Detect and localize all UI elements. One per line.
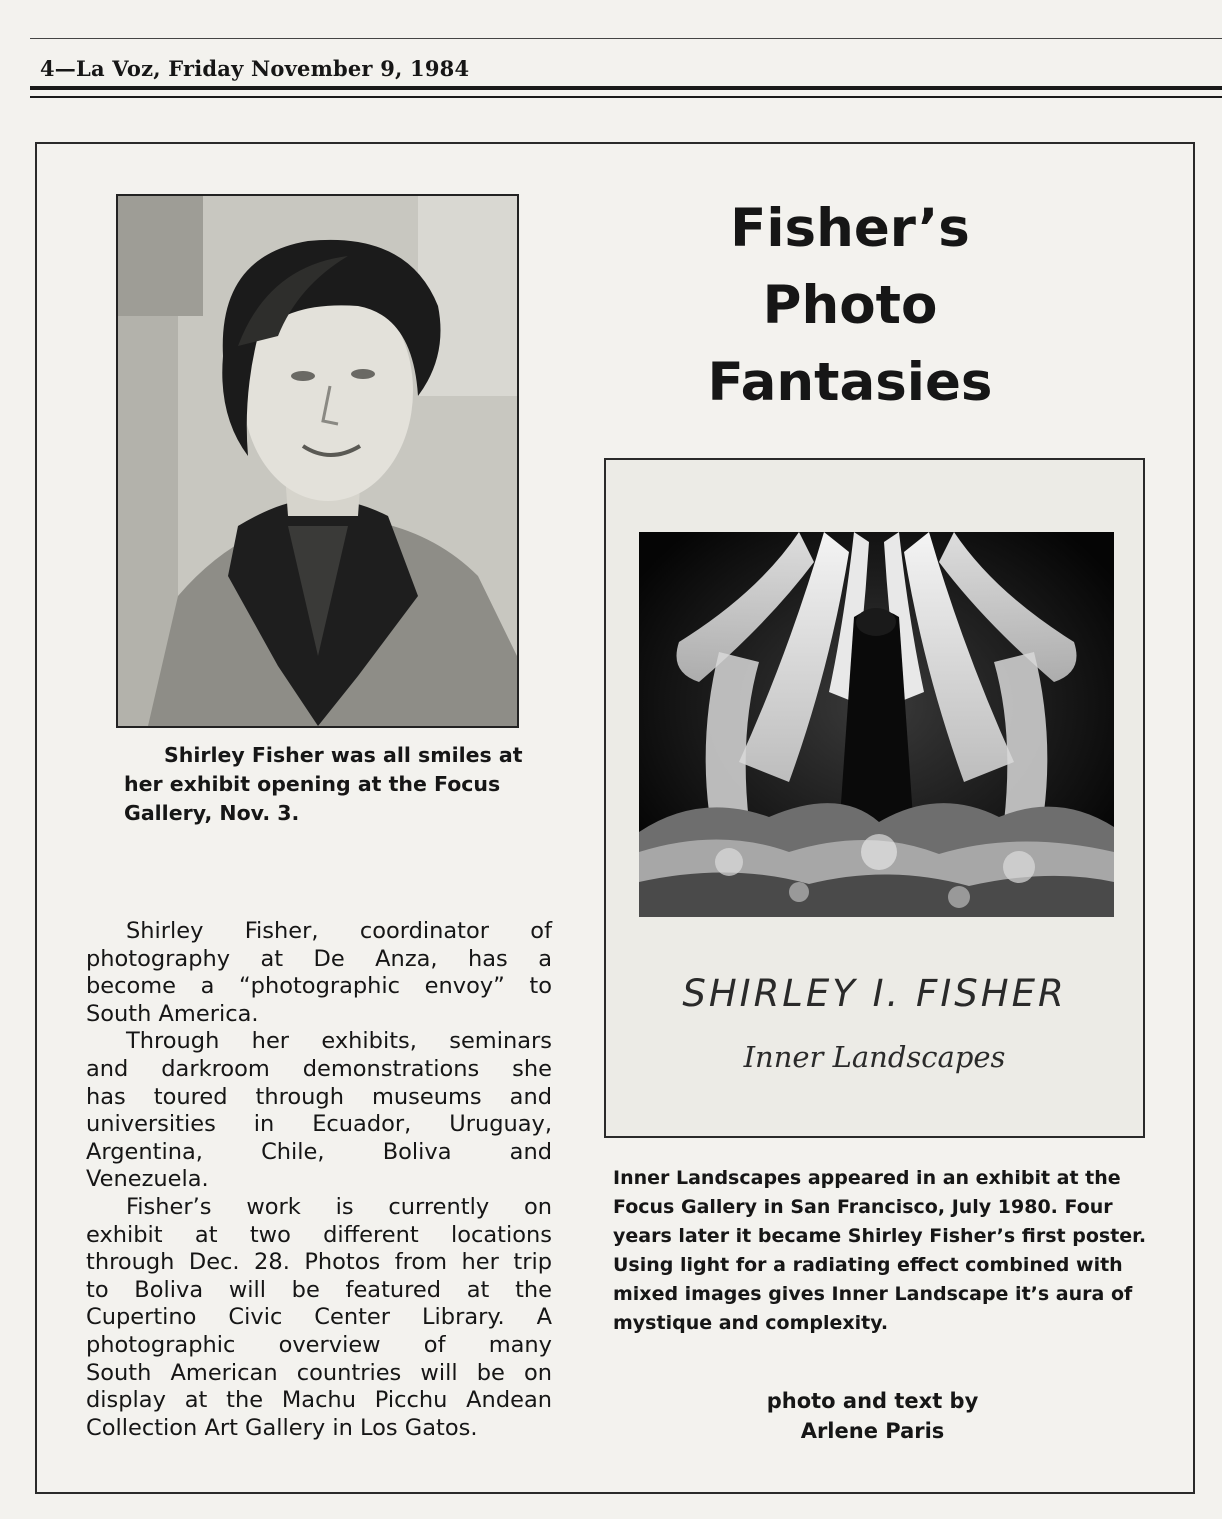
poster-caption-line: Using light for a radiating effect combined with [613,1254,1123,1276]
credit-line: photo and text by [766,1389,979,1413]
portrait-photo [116,194,519,728]
article-line: photographic overview of many [86,1331,552,1358]
caption-line: her exhibit opening at the Focus [124,772,501,796]
article-line: Argentina, Chile, Boliva and [86,1138,552,1165]
article-line: Through her exhibits, seminars [126,1028,552,1055]
article-line: has toured through museums and [86,1083,552,1110]
article-line: Collection Art Gallery in Los Gatos. [86,1414,478,1441]
headline [700,190,1000,421]
poster-title: Inner Landscapes [743,1040,1006,1074]
poster-caption-line: Inner Landscapes appeared in an exhibit at the [613,1167,1121,1189]
article-line: photography at De Anza, has a [86,945,552,972]
masthead-rule-thin [30,96,1222,98]
article-body [86,918,552,1442]
article-line: South American countries will be on [86,1359,552,1386]
article-line: universities in Ecuador, Uruguay, [86,1111,552,1138]
poster-caption-line: mystique and complexity. [613,1312,889,1334]
page-folio: 4—La Voz, Friday November 9, 1984 [40,56,470,81]
credit-line: Arlene Paris [800,1419,945,1443]
article-paragraph [86,1028,552,1194]
article-paragraph [86,918,552,1028]
top-rule [30,38,1222,39]
article-line: display at the Machu Picchu Andean [86,1387,552,1414]
poster-artist-name: SHIRLEY I. FISHER [682,972,1067,1015]
article-line: Fisher’s work is currently on [126,1193,552,1220]
headline-line: Photo [762,275,938,336]
article-paragraph [86,1194,552,1442]
article-line: Shirley Fisher, coordinator of [126,918,552,944]
photo-credit [700,1386,1045,1446]
portrait-illustration [118,196,517,726]
article-line: exhibit at two different locations [86,1221,552,1248]
masthead-rule-thick [30,86,1222,90]
poster-photo [639,532,1114,917]
article-line: and darkroom demonstrations she [86,1055,552,1082]
article-line: South America. [86,1000,259,1027]
portrait-caption [124,741,530,828]
article-line: Cupertino Civic Center Library. A [86,1304,552,1331]
poster-caption-line: mixed images gives Inner Landscape it’s aura of [613,1283,1133,1305]
article-line: to Boliva will be featured at the [86,1276,552,1303]
poster-caption [613,1164,1153,1338]
waterfall-illustration [639,532,1114,917]
headline-line: Fantasies [707,352,993,413]
headline-line: Fisher’s [730,198,970,259]
article-line: Venezuela. [86,1166,209,1193]
article-line: through Dec. 28. Photos from her trip [86,1249,552,1276]
poster [604,458,1145,1138]
caption-line: Shirley Fisher was all smiles at [164,743,523,767]
poster-caption-line: years later it became Shirley Fisher’s first poster. [613,1225,1147,1247]
poster-caption-line: Focus Gallery in San Francisco, July 1980. Four [613,1196,1113,1218]
caption-line: Gallery, Nov. 3. [124,801,300,825]
article-line: become a “photographic envoy” to [86,973,552,1000]
